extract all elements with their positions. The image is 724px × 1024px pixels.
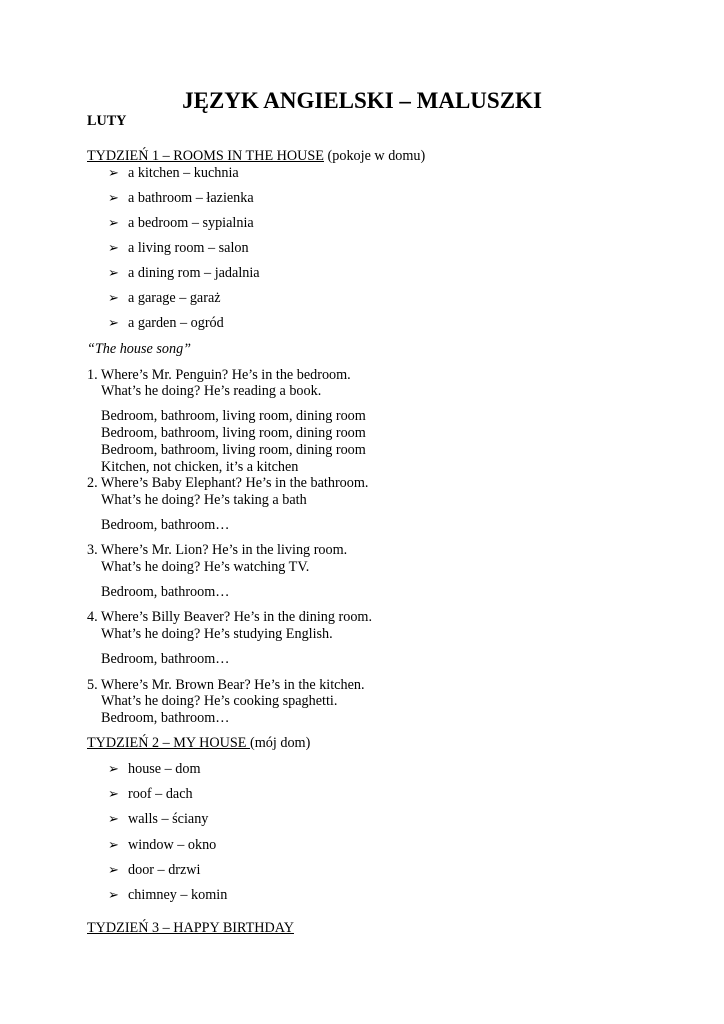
- arrow-bullet-icon: ➢: [108, 862, 119, 877]
- list-item: ➢ a kitchen – kuchnia: [108, 165, 239, 181]
- list-item: ➢ a garage – garaż: [108, 290, 221, 306]
- week1-heading-note: (pokoje w domu): [323, 148, 426, 164]
- list-item: ➢ a bedroom – sypialnia: [108, 215, 254, 231]
- arrow-bullet-icon: ➢: [108, 165, 119, 180]
- week2-heading-line: [87, 735, 310, 752]
- week3-heading: TYDZIEŃ 3 – HAPPY BIRTHDAY: [87, 920, 294, 936]
- song-line: Bedroom, bathroom, living room, dining room: [101, 425, 366, 441]
- list-item: ➢ door – drzwi: [108, 862, 201, 878]
- song-line: Bedroom, bathroom…: [101, 651, 230, 667]
- list-item: ➢ window – okno: [108, 837, 217, 853]
- arrow-bullet-icon: ➢: [108, 786, 119, 801]
- list-item: ➢ roof – dach: [108, 786, 193, 802]
- song-line: 3. Where’s Mr. Lion? He’s in the living room.: [87, 542, 348, 558]
- song-line: 5. Where’s Mr. Brown Bear? He’s in the kitchen.: [87, 677, 365, 693]
- song-line: What’s he doing? He’s watching TV.: [101, 559, 310, 575]
- song-line: 4. Where’s Billy Beaver? He’s in the dining room.: [87, 609, 373, 625]
- arrow-bullet-icon: ➢: [108, 837, 119, 852]
- song-line: 1. Where’s Mr. Penguin? He’s in the bedroom.: [87, 367, 351, 383]
- arrow-bullet-icon: ➢: [108, 190, 119, 205]
- week2-heading: TYDZIEŃ 2 – MY HOUSE: [87, 735, 251, 751]
- list-item: ➢ a bathroom – łazienka: [108, 190, 254, 206]
- arrow-bullet-icon: ➢: [108, 887, 119, 902]
- list-item: ➢ chimney – komin: [108, 887, 228, 903]
- song-line: Kitchen, not chicken, it’s a kitchen: [101, 459, 299, 475]
- month-label: LUTY: [87, 113, 127, 129]
- arrow-bullet-icon: ➢: [108, 265, 119, 280]
- song-line: Bedroom, bathroom…: [101, 710, 230, 726]
- list-item: ➢ a dining rom – jadalnia: [108, 265, 260, 281]
- page-title: JĘZYK ANGIELSKI – MALUSZKI: [182, 88, 542, 113]
- song-line: What’s he doing? He’s studying English.: [101, 626, 333, 642]
- song-line: Bedroom, bathroom, living room, dining room: [101, 442, 366, 458]
- arrow-bullet-icon: ➢: [108, 811, 119, 826]
- list-item: ➢ a garden – ogród: [108, 315, 224, 331]
- arrow-bullet-icon: ➢: [108, 240, 119, 255]
- list-item: ➢ house – dom: [108, 761, 201, 777]
- list-item: ➢ walls – ściany: [108, 811, 209, 827]
- arrow-bullet-icon: ➢: [108, 215, 119, 230]
- song-line: What’s he doing? He’s taking a bath: [101, 492, 307, 508]
- song-line: 2. Where’s Baby Elephant? He’s in the bathroom.: [87, 475, 369, 491]
- arrow-bullet-icon: ➢: [108, 290, 119, 305]
- song-line: Bedroom, bathroom, living room, dining room: [101, 408, 366, 424]
- song-line: What’s he doing? He’s cooking spaghetti.: [101, 693, 338, 709]
- arrow-bullet-icon: ➢: [108, 315, 119, 330]
- week1-heading: TYDZIEŃ 1 – ROOMS IN THE HOUSE: [87, 148, 324, 164]
- song-line: Bedroom, bathroom…: [101, 584, 230, 600]
- arrow-bullet-icon: ➢: [108, 761, 119, 776]
- week1-heading-line: [87, 148, 425, 165]
- song-line: Bedroom, bathroom…: [101, 517, 230, 533]
- list-item: ➢ a living room – salon: [108, 240, 249, 256]
- song-title: “The house song”: [87, 341, 192, 357]
- week2-heading-note: (mój dom): [250, 735, 311, 751]
- song-line: What’s he doing? He’s reading a book.: [101, 383, 322, 399]
